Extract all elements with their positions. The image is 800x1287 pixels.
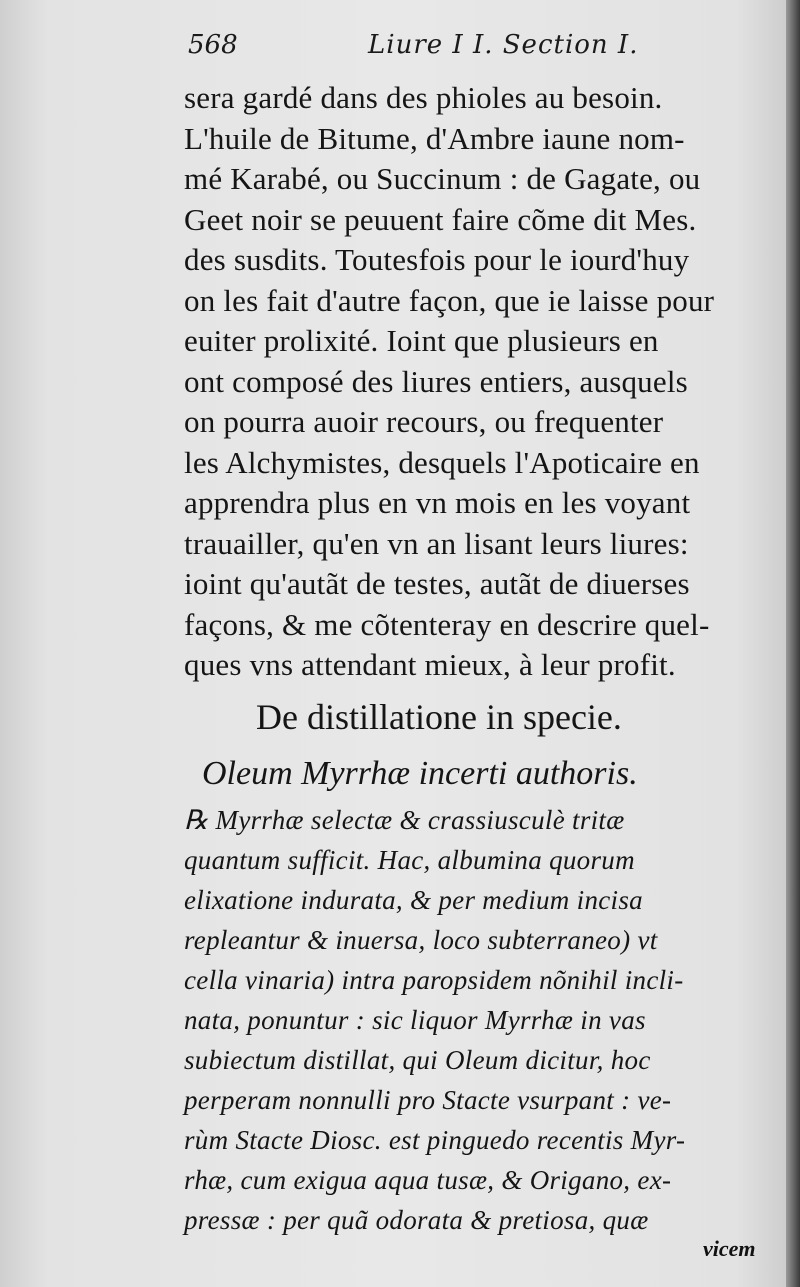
text-line: trauailler, qu'en vn an lisant leurs liures: — [184, 525, 689, 561]
text-line: ques vns attendant mieux, à leur profit. — [184, 647, 676, 682]
latin-line: quantum sufficit. Hac, albumina quorum — [184, 844, 635, 875]
book-spine-edge — [786, 0, 800, 1287]
latin-line: ℞ Myrrhæ selectæ & crassiusculè tritæ — [184, 804, 625, 835]
recipe-title: Oleum Myrrhæ incerti authoris. — [202, 754, 638, 792]
text-line: sera gardé dans des phioles au besoin. — [184, 80, 663, 115]
latin-line: repleantur & inuersa, loco subterraneo) vt — [184, 924, 658, 955]
text-line: on pourra auoir recours, ou frequenter — [184, 404, 664, 439]
page-body — [184, 78, 774, 1240]
text-line: mé Karabé, ou Succinum : de Gagate, ou — [184, 161, 701, 196]
text-line: les Alchymistes, desquels l'Apoticaire en — [184, 444, 700, 480]
running-head: Liure I I. Section I. — [368, 30, 639, 60]
page-number: 568 — [188, 30, 238, 60]
latin-line: subiectum distillat, qui Oleum dicitur, hoc — [184, 1044, 651, 1075]
latin-line: pressæ : per quã odorata & pretiosa, quæ — [184, 1204, 649, 1235]
text-line: apprendra plus en vn mois en les voyant — [184, 485, 691, 520]
latin-line: rhæ, cum exigua aqua tusæ, & Origano, ex- — [184, 1164, 672, 1195]
latin-line: elixatione indurata, & per medium incisa — [184, 884, 643, 915]
text-line: on les fait d'autre façon, que ie laisse pour — [184, 282, 715, 318]
text-line: euiter prolixité. Ioint que plusieurs en — [184, 323, 659, 358]
text-line: façons, & me cõtenteray en descrire quel- — [184, 606, 710, 642]
text-line: Geet noir se peuuent faire cõme dit Mes. — [184, 201, 697, 237]
section-heading: De distillatione in specie. — [256, 696, 622, 737]
text-line: des susdits. Toutesfois pour le iourd'huy — [184, 242, 690, 277]
latin-line: nata, ponuntur : sic liquor Myrrhæ in vas — [184, 1004, 646, 1035]
text-line: L'huile de Bitume, d'Ambre iaune nom- — [184, 120, 685, 156]
text-line: ont composé des liures entiers, ausquels — [184, 363, 688, 399]
page-header — [188, 30, 668, 70]
text-line: ioint qu'autãt de testes, autãt de diuerses — [184, 566, 690, 601]
latin-line: perperam nonnulli pro Stacte vsurpant : ve- — [184, 1084, 672, 1115]
latin-line: rùm Stacte Diosc. est pinguedo recentis Myr- — [184, 1124, 686, 1155]
latin-line: cella vinaria) intra paropsidem nõnihil incli- — [184, 964, 684, 995]
catchword: vicem — [703, 1236, 756, 1261]
